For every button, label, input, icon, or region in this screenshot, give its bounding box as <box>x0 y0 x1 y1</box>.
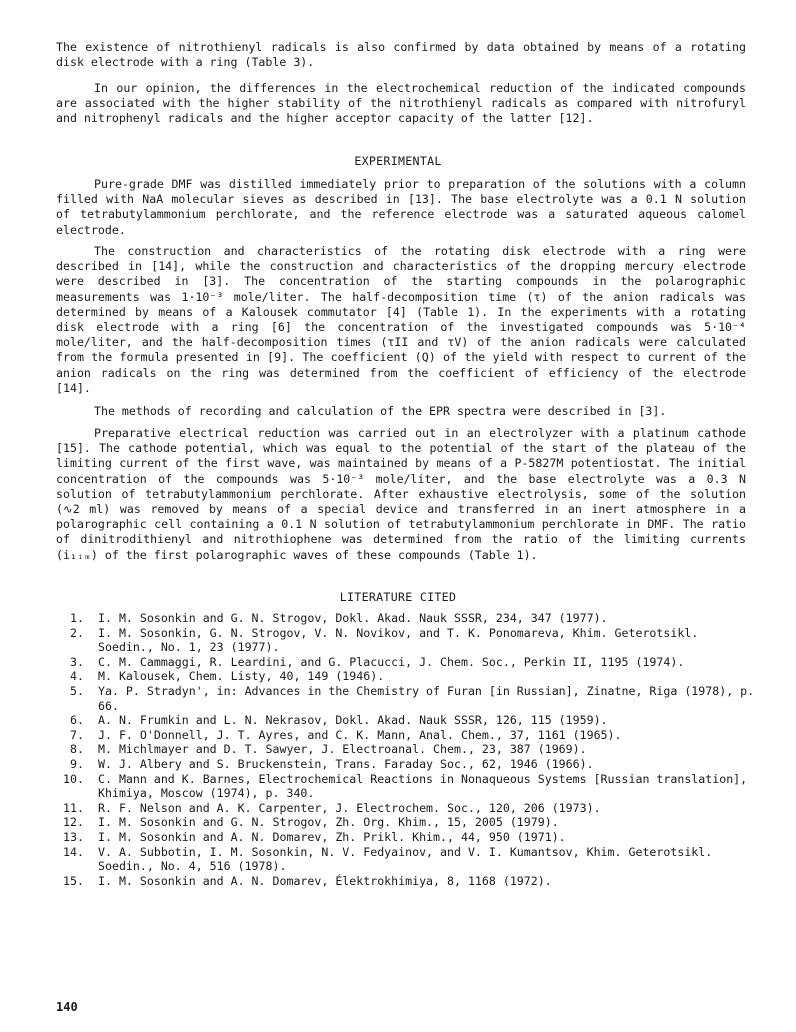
reference-item <box>56 801 756 816</box>
reference-item <box>56 684 756 713</box>
paragraph-2: In our opinion, the differences in the electrochemical reduction of the indicated compounds are associated with the higher stability of the nitrothienyl radicals as compared with nitrofuryl and nitrophenyl radicals and the higher acceptor capacity of the latter [12]. <box>56 81 746 126</box>
paragraph-5: The methods of recording and calculation of the EPR spectra were described in [3]. <box>94 404 667 418</box>
reference-text: I. M. Sosonkin, G. N. Strogov, V. N. Novikov, and T. K. Ponomareva, Khim. Geterotsikl. Soedin., No. 1, 23 (1977). <box>98 625 699 655</box>
reference-item <box>56 815 756 830</box>
literature-heading: LITERATURE CITED <box>339 590 457 604</box>
reference-item <box>56 874 756 889</box>
reference-item <box>56 757 756 772</box>
reference-number: 8. <box>70 742 84 757</box>
reference-text: J. F. O'Donnell, J. T. Ayres, and C. K. Mann, Anal. Chem., 37, 1161 (1965). <box>98 727 622 742</box>
reference-number: 13. <box>63 829 84 844</box>
paragraph-3: Pure-grade DMF was distilled immediately prior to preparation of the solutions with a column filled with NaA molecular sieves as described in [13]. The base electrolyte was a 0.1 N solution of tetrabutylammonium perchlorate, and the reference electrode was a saturated aqueous calomel electrode. <box>56 177 746 237</box>
reference-item <box>56 669 756 684</box>
page-number: 140 <box>56 1000 78 1014</box>
reference-text: I. M. Sosonkin and G. N. Strogov, Zh. Org. Khim., 15, 2005 (1979). <box>98 815 559 830</box>
reference-text: Ya. P. Stradyn', in: Advances in the Chemistry of Furan [in Russian], Zinatne, Riga (1978), p. 66. <box>98 683 755 713</box>
reference-text: C. M. Cammaggi, R. Leardini, and G. Placucci, J. Chem. Soc., Perkin II, 1195 (1974). <box>98 654 685 669</box>
paragraph-6: Preparative electrical reduction was carried out in an electrolyzer with a platinum cathode [15]. The cathode potential, which was equal to the potential of the start of the plateau of the limiting current of the first wave, was maintained by means of a P-5827M potentiostat. The initial concentration of the compounds was 5·10⁻³ mole/liter, and the base electrolyte was a 0.3 N solution of tetrabutylammonium perchlorate. After exhaustive electrolysis, some of the solution (∿2 ml) was removed by means of a special device and transferred in an inert atmosphere in a polarographic cell containing a 0.1 N solution of tetrabutylammonium perchlorate in DMF. The ratio of dinitrodithienyl and nitrothiophene was determined from the ratio of the limiting currents (i₁ᵢₘ) of the first polarographic waves of these compounds (Table 1). <box>56 426 746 562</box>
reference-text: A. N. Frumkin and L. N. Nekrasov, Dokl. Akad. Nauk SSSR, 126, 115 (1959). <box>98 713 608 728</box>
reference-item <box>56 626 756 655</box>
reference-text: M. Kalousek, Chem. Listy, 40, 149 (1946). <box>98 669 385 684</box>
reference-text: C. Mann and K. Barnes, Electrochemical Reactions in Nonaqueous Systems [Russian translation], Khimiya, Moscow (1974), p. 340. <box>98 771 748 801</box>
reference-item <box>56 728 756 743</box>
reference-text: R. F. Nelson and A. K. Carpenter, J. Electrochem. Soc., 120, 206 (1973). <box>98 800 601 815</box>
reference-number: 10. <box>63 771 84 786</box>
reference-text: I. M. Sosonkin and A. N. Domarev, Élektrokhimiya, 8, 1168 (1972). <box>98 873 552 888</box>
reference-number: 15. <box>63 873 84 888</box>
reference-number: 11. <box>63 800 84 815</box>
reference-number: 1. <box>70 611 84 625</box>
reference-number: 4. <box>70 669 84 684</box>
reference-item <box>56 611 756 626</box>
reference-list <box>56 611 756 888</box>
paragraph-4: The construction and characteristics of the rotating disk electrode with a ring were described in [14], while the construction and characteristics of the dropping mercury electrode were described in [3]. The concentration of the starting compounds in the polarographic measurements was 1·10⁻³ mole/liter. The half-decomposition time (τ) of the anion radicals was determined by means of a Kalousek commutator [4] (Table 1). In the experiments with a rotating disk electrode with a ring [6] the concentration of the investigated compounds was 5·10⁻⁴ mole/liter, and the half-decomposition times (τII and τV) of the anion radicals were calculated from the formula presented in [9]. The coefficient (Q) of the yield with respect to current of the anion radicals on the ring was determined from the coefficient of efficiency of the electrode [14]. <box>56 244 746 395</box>
reference-text: I. M. Sosonkin and G. N. Strogov, Dokl. Akad. Nauk SSSR, 234, 347 (1977). <box>98 611 608 625</box>
reference-number: 9. <box>70 756 84 771</box>
reference-number: 3. <box>70 654 84 669</box>
reference-text: I. M. Sosonkin and A. N. Domarev, Zh. Prikl. Khim., 44, 950 (1971). <box>98 829 566 844</box>
reference-item <box>56 830 756 845</box>
reference-item <box>56 655 756 670</box>
reference-item <box>56 772 756 801</box>
reference-number: 12. <box>63 815 84 830</box>
reference-text: V. A. Subbotin, I. M. Sosonkin, N. V. Fedyainov, and V. I. Kumantsov, Khim. Geterotsikl. Soedin., No. 4, 516 (1978). <box>98 844 713 874</box>
reference-text: W. J. Albery and S. Bruckenstein, Trans. Faraday Soc., 62, 1946 (1966). <box>98 756 594 771</box>
reference-number: 14. <box>63 844 84 859</box>
reference-number: 7. <box>70 727 84 742</box>
experimental-heading: EXPERIMENTAL <box>354 154 442 168</box>
reference-item <box>56 742 756 757</box>
reference-number: 2. <box>70 625 84 640</box>
reference-number: 6. <box>70 713 84 728</box>
reference-text: M. Michlmayer and D. T. Sawyer, J. Electroanal. Chem., 23, 387 (1969). <box>98 742 587 757</box>
reference-item <box>56 713 756 728</box>
reference-number: 5. <box>70 683 84 698</box>
paragraph-1: The existence of nitrothienyl radicals is also confirmed by data obtained by means of a rotating disk electrode with a ring (Table 3). <box>56 40 746 70</box>
reference-item <box>56 845 756 874</box>
